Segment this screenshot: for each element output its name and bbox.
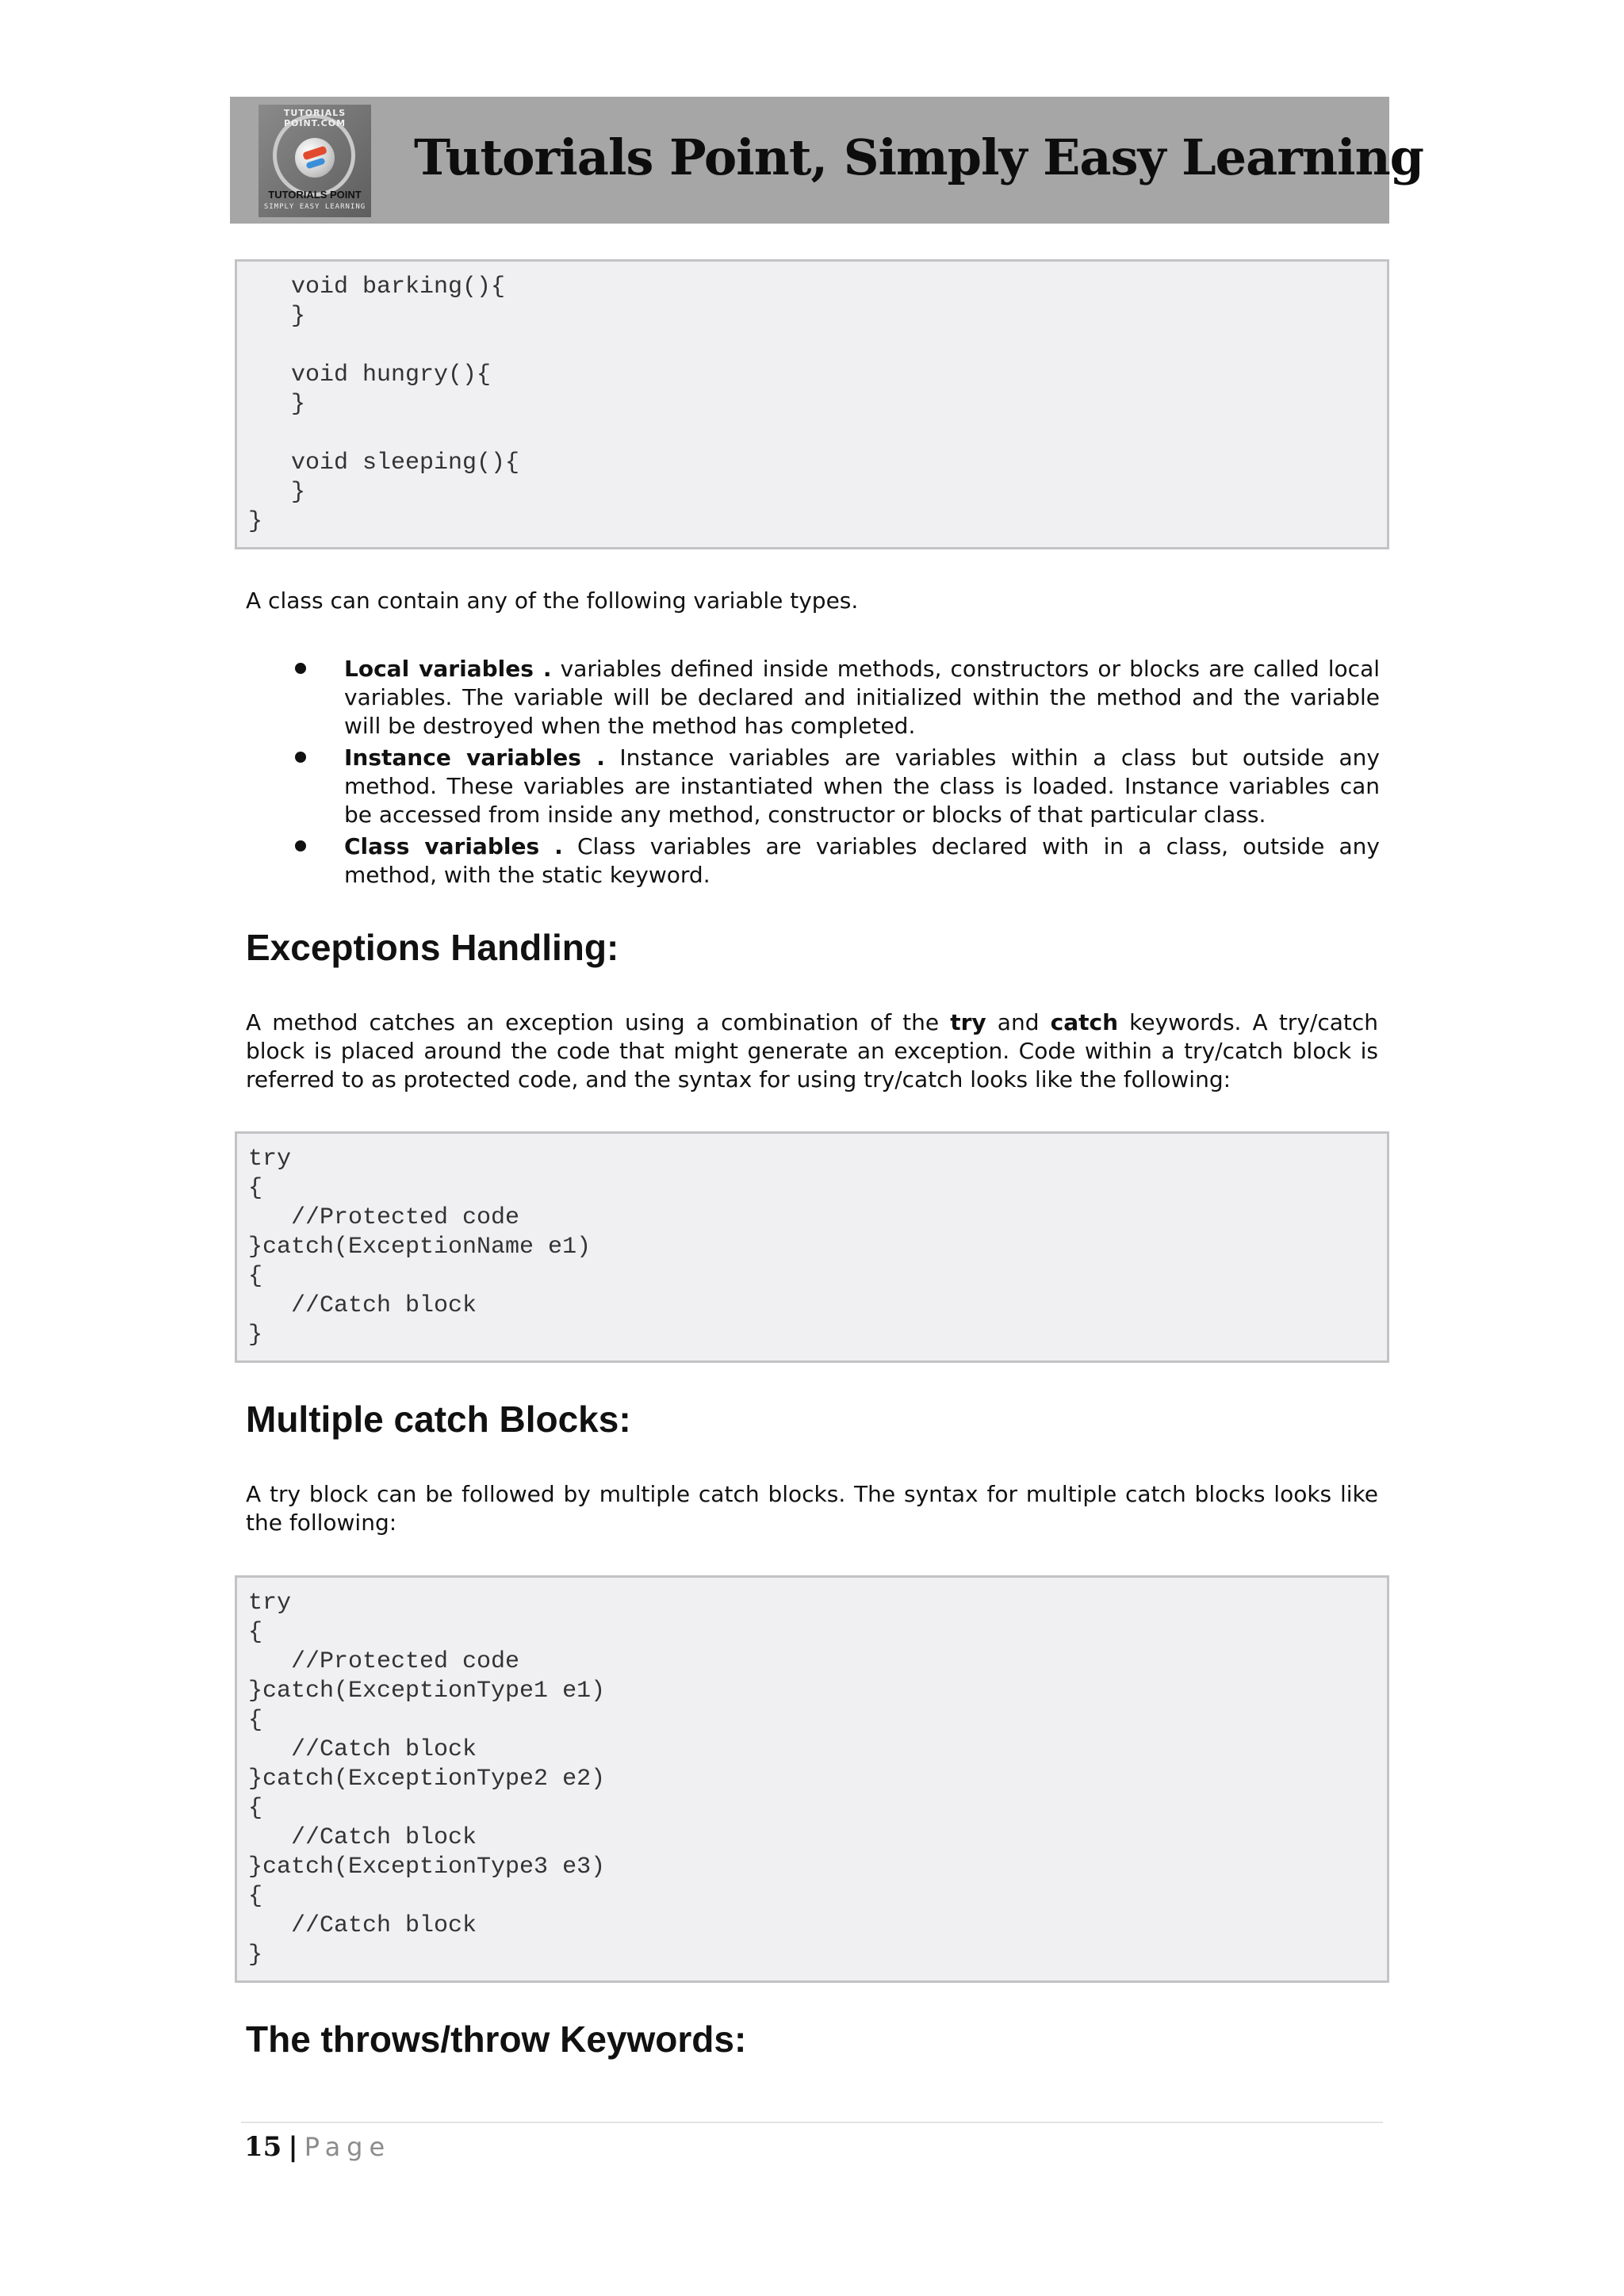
code-text: try { //Protected code }catch(ExceptionType1 e1) { //Catch block }catch(ExceptionType2 e2) { //Catch block }catch(ExceptionType3 e3) { //Catch block } — [248, 1590, 606, 1969]
exceptions-text-a: A method catches an exception using a combination of the — [246, 1009, 951, 1035]
page-footer — [244, 2131, 391, 2163]
page-label: Page — [304, 2132, 392, 2162]
bullet-description: Class variables are variables declared with in a class, outside any method, with the static keyword. — [344, 833, 1380, 888]
page-number: 15 — [244, 2131, 282, 2163]
tutorials-point-logo — [259, 105, 371, 217]
list-item — [246, 832, 1380, 890]
page-header — [230, 97, 1424, 224]
multiple-catch-heading: Multiple catch Blocks: — [246, 1399, 631, 1440]
exceptions-text-b: keywords. A try/catch block is placed around the code that might generate an exception. Code within a try/catch block is referred to as protected code, and the syntax for using try/catch looks like the following: — [246, 1009, 1378, 1093]
logo-arc-text: TUTORIALS POINT.COM — [283, 108, 347, 128]
bullet-description: variables defined inside methods, constructors or blocks are called local variables. The variable will be declared and initialized within the method and the variable will be destroyed when the method has completed. — [344, 656, 1381, 739]
code-text: try { //Protected code }catch(ExceptionName e1) { //Catch block } — [248, 1146, 592, 1349]
code-block-try-catch — [235, 1131, 1389, 1363]
code-text: void barking(){ } void hungry(){ } void sleeping(){ } } — [248, 274, 520, 535]
exceptions-paragraph — [246, 1008, 1378, 1094]
list-item — [246, 655, 1380, 740]
list-item — [246, 744, 1380, 829]
bullet-term: Class variables . — [344, 833, 563, 859]
logo-tagline: SIMPLY EASY LEARNING — [263, 203, 366, 211]
code-block-multiple-catch — [235, 1575, 1389, 1983]
exceptions-text-and: and — [986, 1009, 1051, 1035]
intro-paragraph: A class can contain any of the following variable types. — [246, 587, 859, 614]
exceptions-handling-heading: Exceptions Handling: — [246, 927, 619, 968]
bullet-icon — [295, 663, 306, 674]
bullet-icon — [295, 840, 306, 851]
bullet-term: Local variables . — [344, 656, 552, 682]
variable-types-list — [246, 655, 1380, 893]
bullet-term: Instance variables . — [344, 744, 605, 771]
footer-divider — [241, 2122, 1383, 2123]
footer-separator: | — [288, 2131, 298, 2163]
bullet-icon — [295, 752, 306, 763]
logo-brand-text: TUTORIALS POINT — [268, 189, 362, 201]
header-title: Tutorials Point, Simply Easy Learning — [414, 128, 1424, 186]
multiple-catch-paragraph: A try block can be followed by multiple catch blocks. The syntax for multiple catch blocks looks like the following: — [246, 1481, 1378, 1536]
throws-heading: The throws/throw Keywords: — [246, 2019, 747, 2060]
keyword-catch: catch — [1050, 1009, 1119, 1035]
keyword-try: try — [950, 1009, 986, 1035]
code-block-class-methods — [235, 259, 1389, 549]
logo-globe-icon — [295, 138, 335, 178]
bullet-description: Instance variables are variables within a class but outside any method. These variables are instantiated when the class is loaded. Instance variables can be accessed from inside any method, constructor or blocks of that particular class. — [344, 744, 1380, 828]
